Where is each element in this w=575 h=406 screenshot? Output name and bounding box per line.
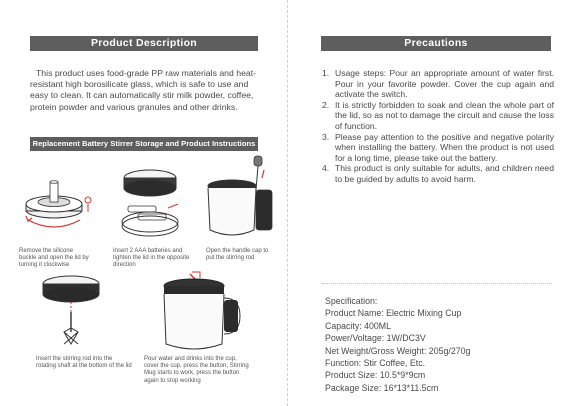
step2-caption: Insert 2 AAA batteries and tighten the lid in the opposite direction [113, 248, 190, 269]
step2-battery-illustration [108, 160, 192, 240]
precaution-item [322, 163, 554, 184]
precaution-number: 3. [322, 131, 330, 142]
precaution-item [322, 132, 554, 164]
step1-caption: Remove the silicone buckle and open the lid by turning it clockwise [19, 248, 89, 269]
step4-caption: Insert the stirring rod into the rotating shaft at the bottom of the lid [36, 356, 132, 370]
specification-block [325, 295, 555, 394]
step4-rod-illustration [36, 270, 106, 354]
instructions-heading: Replacement Battery Stirrer Storage and Product Instructions [30, 137, 258, 151]
product-description-heading: Product Description [30, 36, 258, 51]
step3-caption: Open the handle cap to put the stirring rod [206, 248, 269, 262]
precautions-list [322, 68, 554, 185]
precaution-text: Usage steps: Pour an appropriate amount of water first. Pour in your favorite powder. Cover the cup again and activate the switch. [335, 68, 554, 100]
step1-lid-illustration [14, 160, 100, 240]
precaution-text: Please pay attention to the positive and negative polarity when installing the battery. When the product is not used for a long time, please take out the battery. [335, 131, 554, 163]
step3-cup-illustration [198, 150, 282, 244]
spec-line: Power/Voltage: 1W/DC3V [325, 333, 426, 344]
precaution-text: It is strictly forbidden to soak and clean the whole part of the lid, so as not to damage the circuit and cause the loss of function. [335, 99, 554, 131]
precaution-item [322, 100, 554, 132]
precaution-number: 4. [322, 163, 330, 174]
spec-line: Function: Stir Coffee, Etc. [325, 358, 426, 369]
spec-separator [322, 283, 552, 284]
precaution-number: 2. [322, 99, 330, 110]
step5-caption: Pour water and drinks into the cup, cover the cup, press the button, Stirring Mug starts to work, press the button again to stop working [144, 356, 249, 384]
product-description-text: This product uses food-grade PP raw materials and heat-resistant high borosilicate glass, which is safe to use and easy to clean. It can automatically stir milk powder, coffee, protein powder and various granules and other drinks. [30, 68, 257, 112]
precaution-item [322, 68, 554, 100]
spec-heading: Specification: [325, 296, 378, 306]
step5-cup-illustration [150, 270, 250, 356]
spec-line: Package Size: 16*13*11.5cm [325, 382, 439, 393]
spec-line: Net Weight/Gross Weight: 205g/270g [325, 345, 471, 356]
precaution-text: This product is only suitable for adults, and children need to be guided by adults to avoid harm. [335, 163, 554, 184]
center-divider [287, 0, 288, 406]
precautions-heading: Precautions [321, 36, 551, 51]
precaution-number: 1. [322, 68, 330, 78]
spec-line: Product Size: 10.5*9*9cm [325, 370, 426, 381]
spec-line: Capacity: 400ML [325, 320, 392, 331]
spec-line: Product Name: Electric Mixing Cup [325, 308, 462, 319]
